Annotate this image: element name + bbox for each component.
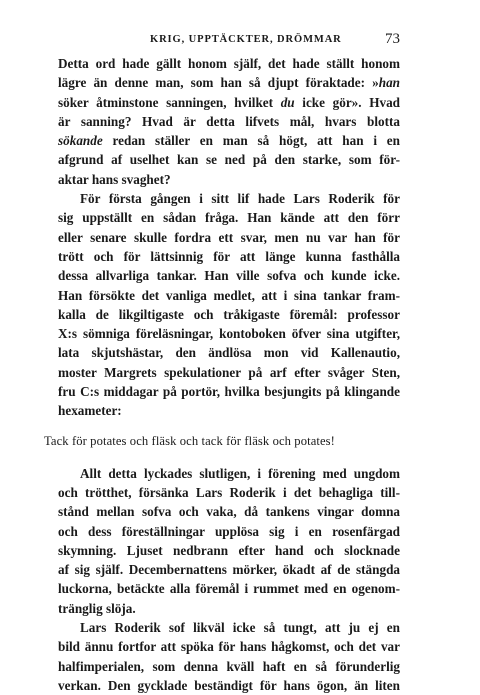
text-line: trött och för lättsinnig för att länge kunna fasthålla [58,248,400,264]
text-run: redan ställer en man så högt, att han i en [102,133,400,149]
text-line: skymning. Ljuset nedbrann efter hand och slocknade [58,542,400,558]
text-line [58,73,400,92]
page-header [58,31,400,50]
text-line: stånd mellan sofva och vaka, då tankens vingar domna [58,504,400,520]
body-text [44,54,400,695]
text-line: luckorna, betäckte alla föremål i rummet med en ogenom- [58,581,400,597]
text-run: icke gör». Hvad [294,94,400,110]
text-line: aktar hans svaghet? [58,171,171,187]
text-line: är sanning? Hvad är detta lifvets mål, hvars blotta [58,113,400,129]
paragraph-4 [58,618,400,695]
text-line: tränglig slöja. [58,600,136,616]
paragraph-3 [58,464,400,618]
text-line: och dess föreställningar upplösa sig i en rosenfärgad [58,523,400,539]
text-line: X:s sömniga föreläsningar, kontoboken öfver sina utgifter, [58,326,400,342]
italic-run: sökande [58,133,103,149]
text-line: bild ännu fortfor att spöka för hans hågkomst, och det var [58,639,400,655]
text-line [58,131,400,150]
text-line [58,93,400,112]
text-line: moster Margrets spekulationer på arf efter svåger Sten, [58,364,400,380]
text-line: Lars Roderik sof likväl icke så tungt, att ju ej en [80,620,400,636]
running-head: KRIG, UPPTÄCKTER, DRÖMMAR [150,34,342,45]
text-line: Detta ord hade gällt honom själf, det hade ställt honom [58,56,400,71]
text-line: afgrund af uselhet kan se ned på den starke, som för- [58,152,400,168]
text-run: söker åtminstone sanningen, hvilket [58,94,281,110]
text-run: lägre än denne man, som han så djupt föraktade: » [58,75,379,91]
text-line: kalla de likgiltigaste och tråkigaste föremål: professor [58,306,400,322]
text-line: dessa allvarliga tankar. Han ville sofva och kunde icke. [58,268,400,284]
italic-run: du [280,94,295,110]
text-line: verkan. Den gycklade beständigt för hans ögon, än liten [58,677,400,693]
text-line: hexameter: [58,403,122,419]
paragraph-1 [58,54,400,189]
text-line: sig uppställt en sådan fråga. Han kände att den förr [58,210,400,226]
text-line: fru C:s middagar på portör, hvilka besjungits på klingande [58,384,400,400]
text-line: För första gången i sitt lif hade Lars Roderik för [80,191,400,207]
text-line: eller senare skulle fordra ett svar, men nu var han för [58,229,400,245]
paragraph-2 [58,189,400,421]
italic-run: han [378,75,400,91]
text-line: lata skjutshästar, den ändlösa mon vid Kallenautio, [58,345,400,361]
text-line: Han försökte det vanliga medlet, att i sina tankar fram- [58,287,400,303]
text-line: halfimperialen, som denna kväll haft en så förunderlig [58,658,400,674]
text-line: af sig själf. Decembernattens mörker, ökadt af de stängda [58,562,400,578]
page-number: 73 [385,31,400,47]
text-line: Allt detta lyckades slutligen, i förening med ungdom [80,465,400,481]
hexameter-quote: Tack för potates och fläsk och tack för fläsk och potates! [44,433,335,448]
text-line: och trötthet, försänka Lars Roderik i det behagliga till- [58,484,400,500]
